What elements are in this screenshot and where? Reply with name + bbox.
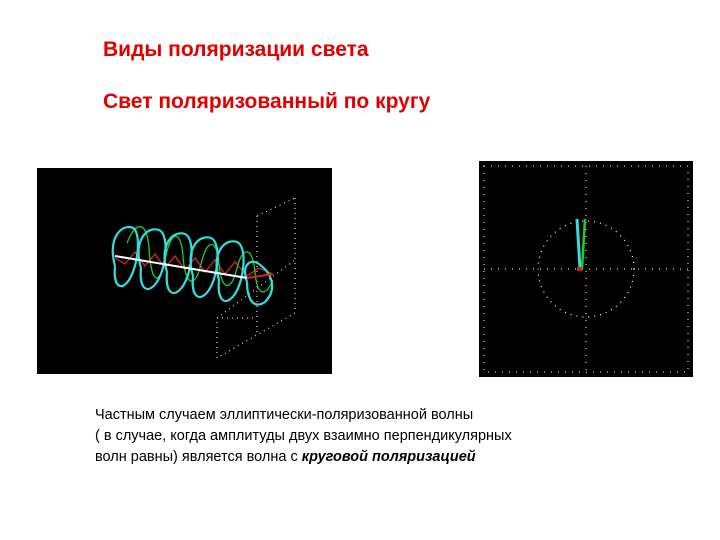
red-origin-marker [577, 267, 582, 271]
description-line-1: Частным случаем эллиптически-поляризованной волны [95, 407, 474, 423]
polarization-circle-graphic [479, 161, 693, 377]
circular-polarization-term: круговой поляризацией [301, 449, 476, 465]
description-line-2: ( в случае, когда амплитуды двух взаимно перпендикулярных [95, 428, 512, 444]
description-line-3-text: волн равны) является волна с [95, 449, 302, 465]
slide-subtitle: Свет поляризованный по кругу [103, 90, 431, 113]
green-field-vector [582, 219, 585, 269]
circular-polarization-diagram [479, 161, 693, 377]
polarization-circle [538, 221, 634, 317]
helix-coils [113, 227, 272, 304]
cyan-field-vector [577, 219, 580, 269]
helix-wave-graphic [37, 168, 332, 374]
description-text [95, 405, 655, 468]
helix-wave-diagram [37, 168, 332, 374]
green-wave [127, 227, 273, 292]
slide-title: Виды поляризации света [103, 38, 369, 61]
description-line-3 [95, 447, 655, 468]
